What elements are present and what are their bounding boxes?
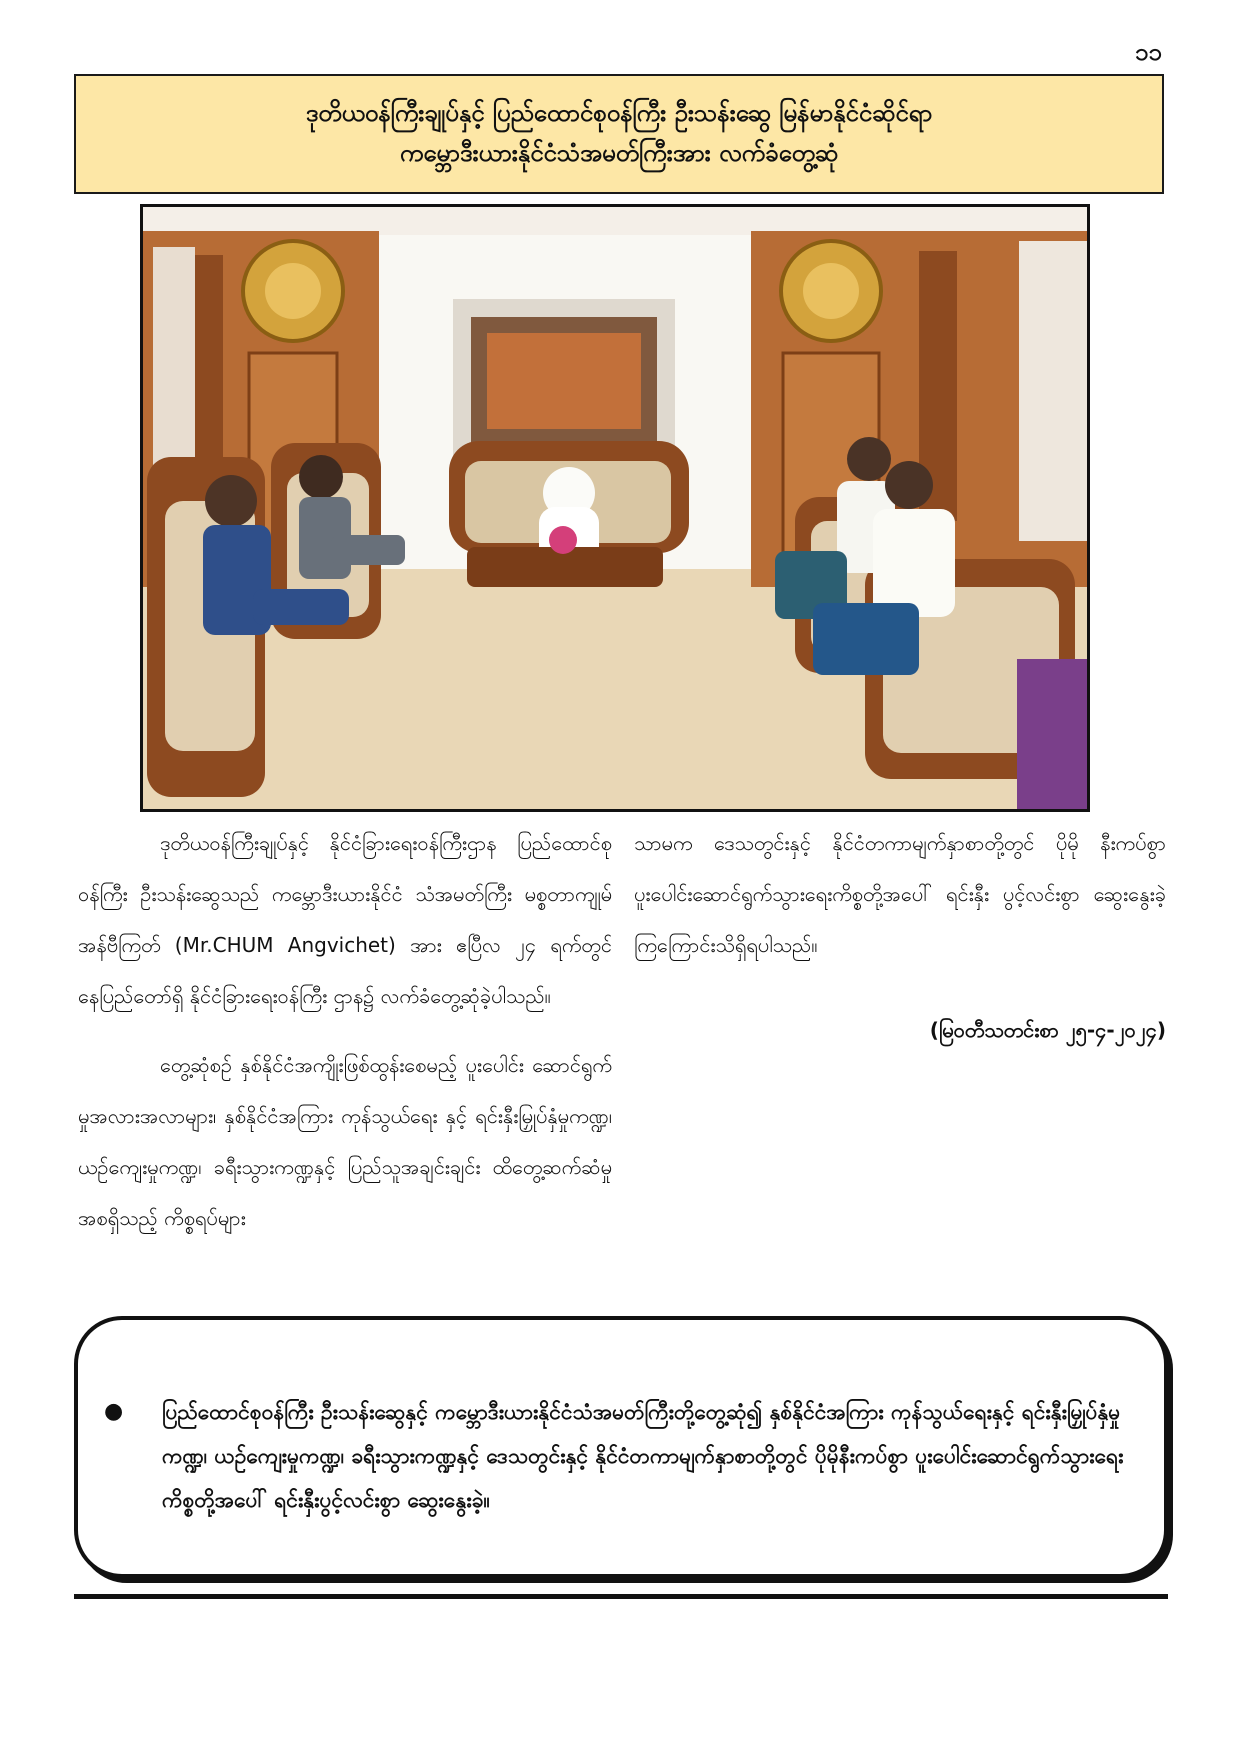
summary-box (74, 1316, 1168, 1578)
summary-item-text: ပြည်ထောင်စုဝန်ကြီး ဦးသန်းဆွေနှင့် ကမ္ဘောဒီးယားနိုင်ငံသံအမတ်ကြီးတို့တွေ့ဆုံ၍ နှစ်နိုင်ငံအကြား ကုန်သွယ်ရေးနှင့် ရင်းနှီးမြှုပ်နှံမှုကဏ္ဍ၊ ယဉ်ကျေးမှုကဏ္ဍ၊ ခရီးသွားကဏ္ဍနှင့် ဒေသတွင်းနှင့် နိုင်ငံတကာမျက်နှာစာတို့တွင် ပိုမိုနီးကပ်စွာ ပူးပေါင်းဆောင်ရွက်သွားရေးကိစ္စတို့အပေါ် ရင်းနှီးပွင့်လင်းစွာ ဆွေးနွေးခဲ့။ (162, 1400, 1124, 1512)
article-source: (မြဝတီသတင်းစာ ၂၅-၄-၂၀၂၄) (929, 1018, 1166, 1042)
summary-item (104, 1390, 1136, 1522)
page-number: ၁၁ (1135, 38, 1162, 66)
bullet-icon: ● (104, 1399, 124, 1424)
article-right-column (634, 818, 1166, 1056)
bottom-divider (74, 1594, 1168, 1599)
article-paragraph-2: တွေ့ဆုံစဉ် နှစ်နိုင်ငံအကျိုးဖြစ်ထွန်းစေမည့် ပူးပေါင်း ဆောင်ရွက်မှုအလားအလာများ၊ နှစ်နိုင်ငံအကြား ကုန်သွယ်ရေး နှင့် ရင်းနှီးမြှုပ်နှံမှုကဏ္ဍ၊ ယဉ်ကျေးမှုကဏ္ဍ၊ ခရီးသွားကဏ္ဍနှင့် ပြည်သူအချင်းချင်း ထိတွေ့ဆက်ဆံမှုအစရှိသည့် ကိစ္စရပ်များ (78, 1053, 612, 1230)
headline-line-2: ကမ္ဘောဒီးယားနိုင်ငံသံအမတ်ကြီးအား လက်ခံတွေ့ဆုံ (399, 139, 839, 167)
article-paragraph-3: သာမက ဒေသတွင်းနှင့် နိုင်ငံတကာမျက်နှာစာတို့တွင် ပိုမို နီးကပ်စွာ ပူးပေါင်းဆောင်ရွက်သွားရေးကိစ္စတို့အပေါ် ရင်းနှီး ပွင့်လင်းစွာ ဆွေးနွေးခဲ့ကြကြောင်းသိရှိရပါသည်။ (634, 831, 1166, 957)
summary-list (104, 1390, 1136, 1522)
meeting-photo (140, 204, 1090, 812)
article-paragraph-1: ဒုတိယဝန်ကြီးချုပ်နှင့် နိုင်ငံခြားရေးဝန်ကြီးဌာန ပြည်ထောင်စုဝန်ကြီး ဦးသန်းဆွေသည် ကမ္ဘောဒီးယားနိုင်ငံ သံအမတ်ကြီး မစ္စတာကျုမ်အန်ဗီကြတ် (Mr.CHUM Angvichet) အား ဧပြီလ ၂၄ ရက်တွင် နေပြည်တော်ရှိ နိုင်ငံခြားရေးဝန်ကြီး ဌာန၌ လက်ခံတွေ့ဆုံခဲ့ပါသည်။ (78, 831, 612, 1008)
article-left-column (78, 818, 612, 1244)
headline-line-1: ဒုတိယဝန်ကြီးချုပ်နှင့် ပြည်ထောင်စုဝန်ကြီး ဦးသန်းဆွေ မြန်မာနိုင်ငံဆိုင်ရာ (305, 99, 933, 128)
headline-box (74, 74, 1164, 194)
